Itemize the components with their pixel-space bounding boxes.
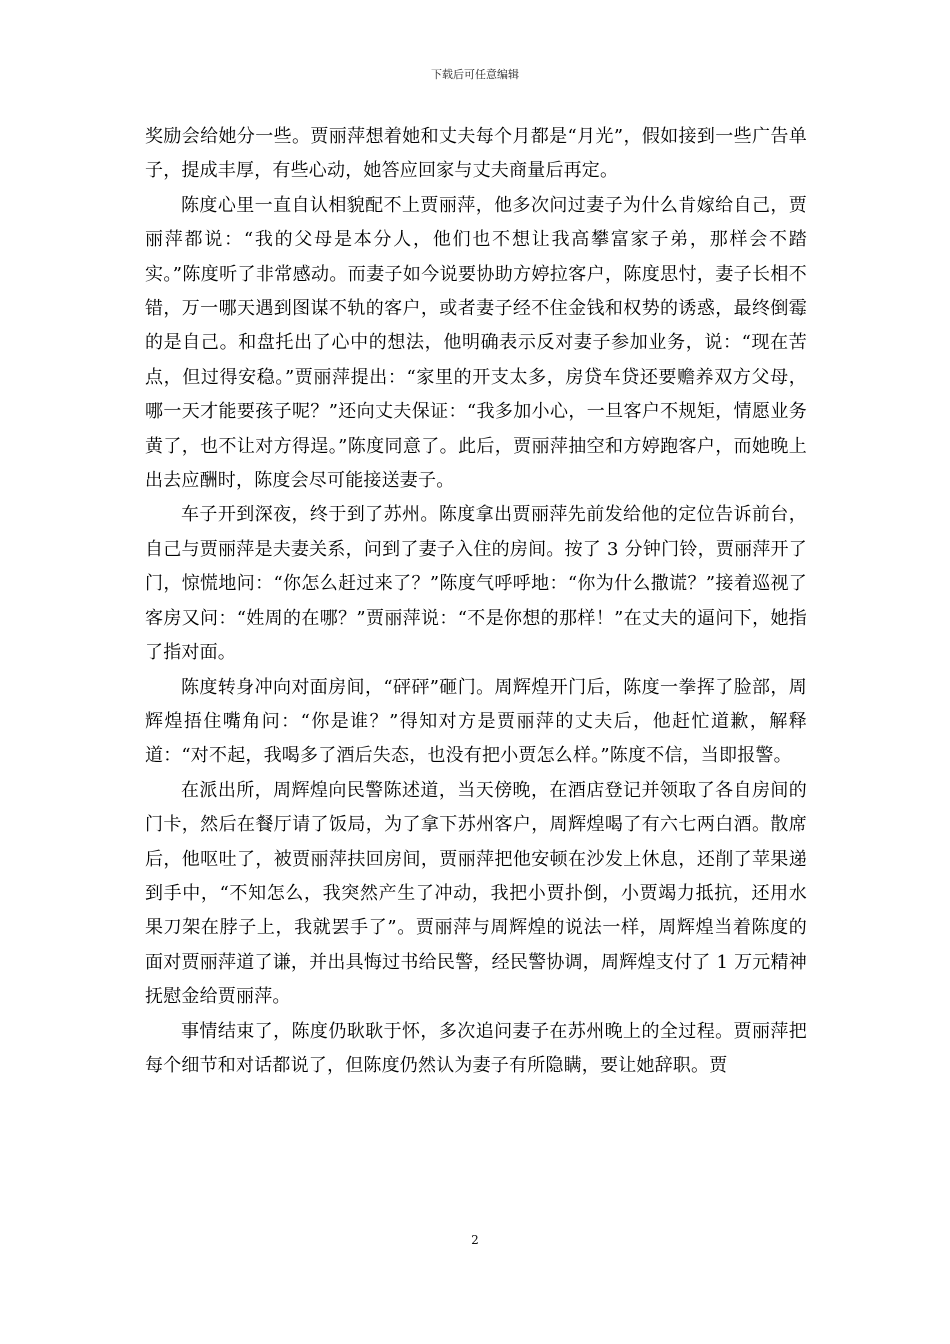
document-body [145,120,807,1083]
paragraph-5: 在派出所，周辉煌向民警陈述道，当天傍晚，在酒店登记并领取了各自房间的门卡，然后在餐厅请了饭局，为了拿下苏州客户，周辉煌喝了有六七两白酒。散席后，他呕吐了，被贾丽萍扶回房间，贾丽萍把他安顿在沙发上休息，还削了苹果递到手中，“不知怎么，我突然产生了冲动，我把小贾扑倒，小贾竭力抵抗，还用水果刀架在脖子上，我就罢手了”。贾丽萍与周辉煌的说法一样，周辉煌当着陈度的面对贾丽萍道了谦，并出具悔过书给民警，经民警协调，周辉煌支付了 1 万元精神抚慰金给贾丽萍。 [145,779,807,1008]
paragraph-6: 事情结束了，陈度仍耿耿于怀，多次追问妻子在苏州晚上的全过程。贾丽萍把每个细节和对话都说了，但陈度仍然认为妻子有所隐瞒，要让她辞职。贾 [145,1020,807,1076]
page-number: 2 [471,1233,479,1247]
paragraph-3: 车子开到深夜，终于到了苏州。陈度拿出贾丽萍先前发给他的定位告诉前台，自己与贾丽萍是夫妻关系，问到了妻子入住的房间。按了 3 分钟门铃，贾丽萍开了门，惊慌地问：“你怎么赶过来了？”陈度气呼呼地：“你为什么撒谎？”接着巡视了客房又问：“姓周的在哪？”贾丽萍说：“不是你想的那样！”在丈夫的逼问下，她指了指对面。 [145,504,807,664]
paragraph-4: 陈度转身冲向对面房间，“砰砰”砸门。周辉煌开门后，陈度一拳挥了脸部，周辉煌捂住嘴角问：“你是谁？”得知对方是贾丽萍的丈夫后，他赶忙道歉，解释道：“对不起，我喝多了酒后失态，也没有把小贾怎么样。”陈度不信，当即报警。 [145,676,807,767]
paragraph-1: 奖励会给她分一些。贾丽萍想着她和丈夫每个月都是“月光”，假如接到一些广告单子，提成丰厚，有些心动，她答应回家与丈夫商量后再定。 [145,126,807,182]
page-header: 下载后可任意编辑 [431,68,519,81]
paragraph-2: 陈度心里一直自认相貌配不上贾丽萍，他多次问过妻子为什么肯嫁给自己，贾丽萍都说：“我的父母是本分人，他们也不想让我高攀富家子弟，那样会不踏实。”陈度听了非常感动。而妻子如今说要协助方婷拉客户，陈度思忖，妻子长相不错，万一哪天遇到图谋不轨的客户，或者妻子经不住金钱和权势的诱惑，最终倒霉的是自己。和盘托出了心中的想法，他明确表示反对妻子参加业务，说：“现在苦点，但过得安稳。”贾丽萍提出：“家里的开支太多，房贷车贷还要赡养双方父母，哪一天才能要孩子呢？”还向丈夫保证：“我多加小心，一旦客户不规矩，情愿业务黄了，也不让对方得逞。”陈度同意了。此后，贾丽萍抽空和方婷跑客户，而她晚上出去应酬时，陈度会尽可能接送妻子。 [145,194,807,492]
